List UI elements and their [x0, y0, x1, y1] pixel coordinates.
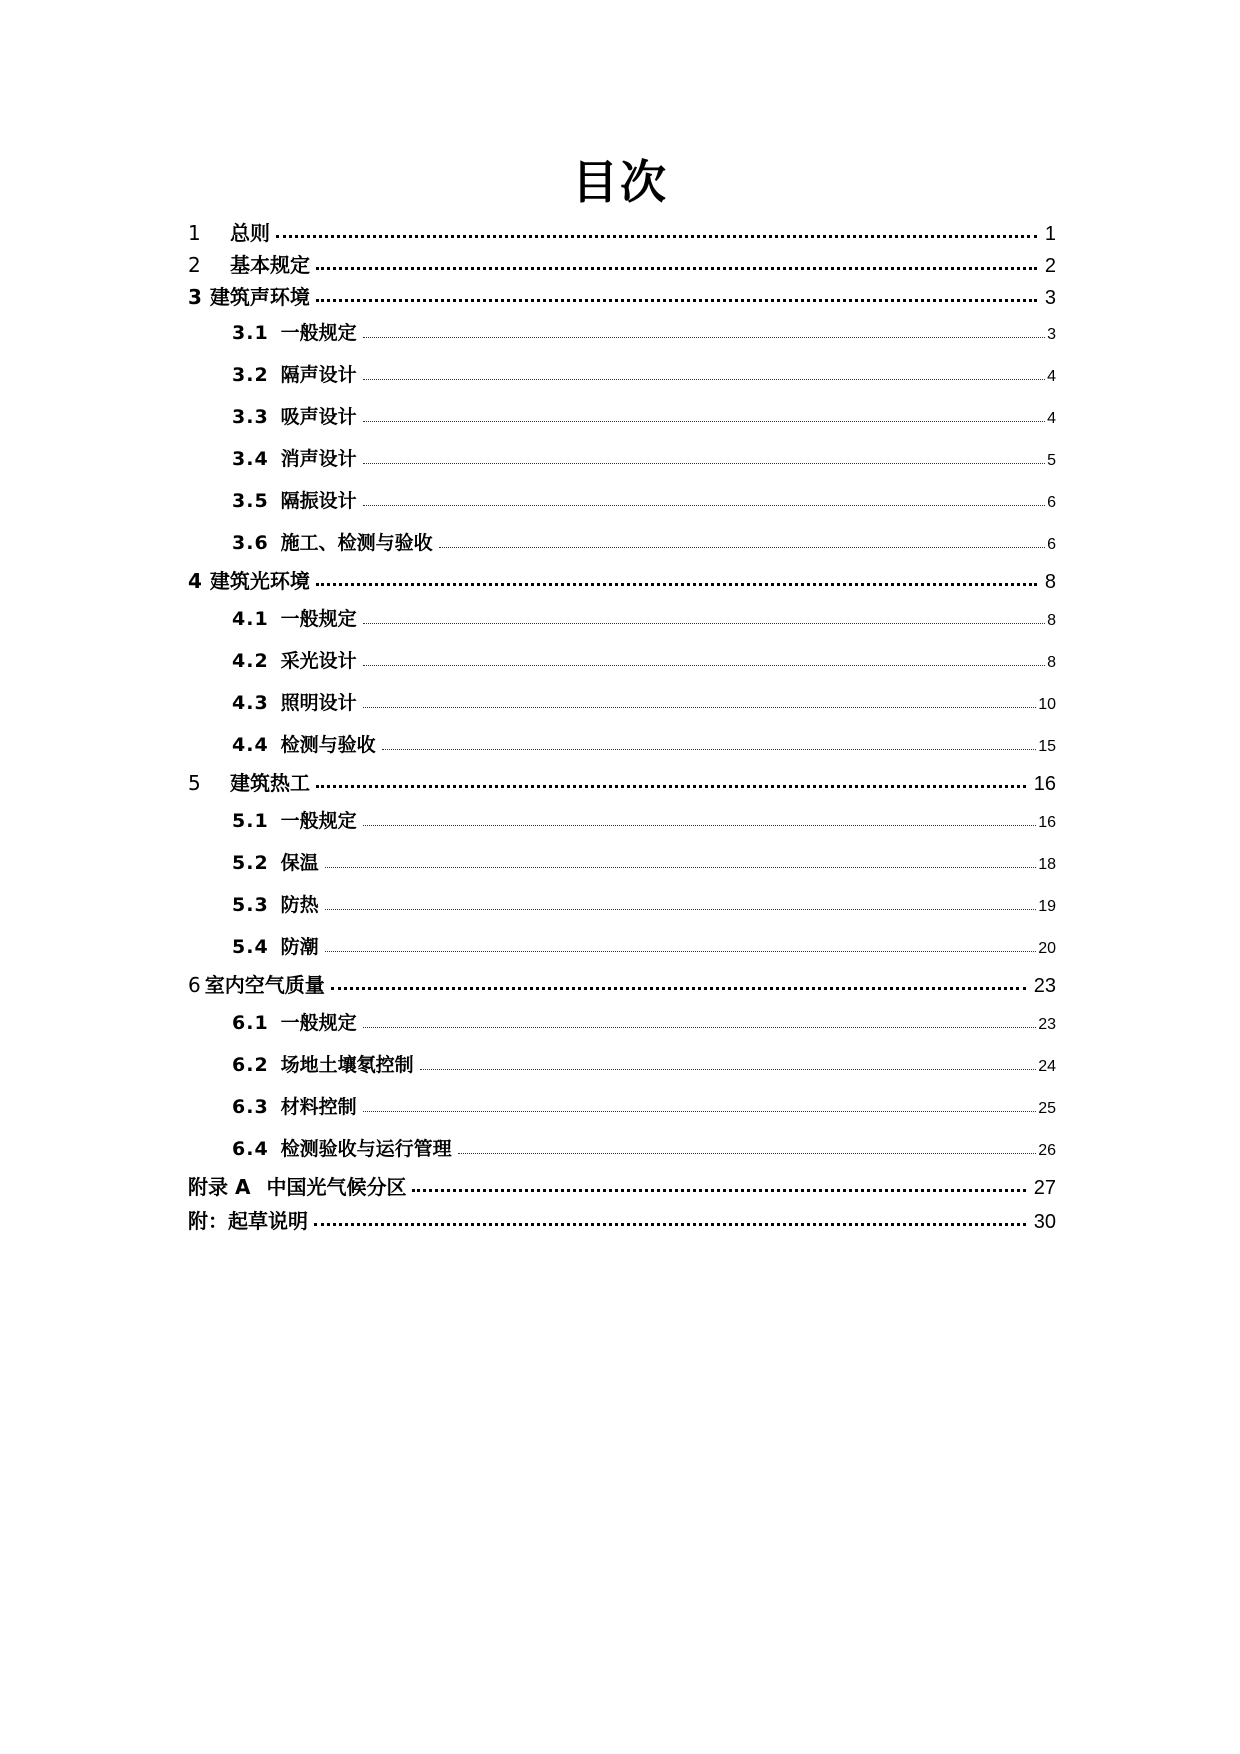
toc-dot-leader — [316, 583, 1037, 586]
toc-entry-number: 5.1 — [232, 810, 269, 832]
toc-dot-leader — [325, 909, 1037, 910]
toc-entry-page-number: 26 — [1038, 1142, 1056, 1159]
toc-entry-page-number: 30 — [1033, 1211, 1056, 1233]
toc-entry-page-number: 18 — [1038, 856, 1056, 873]
toc-section-entry[interactable] — [232, 360, 1056, 390]
toc-dot-leader — [363, 505, 1045, 506]
toc-entry-title: 场地土壤氡控制 — [280, 1054, 414, 1076]
toc-section-entry[interactable] — [232, 1008, 1056, 1038]
toc-entry-page-number: 4 — [1047, 410, 1056, 427]
toc-entry-page-number: 8 — [1044, 571, 1056, 593]
toc-entry-number: 3.3 — [232, 406, 269, 428]
toc-entry-number: 4.4 — [232, 734, 269, 756]
toc-entry-title: 防潮 — [280, 936, 319, 958]
toc-dot-leader — [439, 547, 1045, 548]
toc-dot-leader — [363, 623, 1045, 624]
toc-entry-title: 照明设计 — [280, 692, 357, 714]
toc-entry-page-number: 20 — [1038, 940, 1056, 957]
toc-entry-number: 6.3 — [232, 1096, 269, 1118]
toc-entry-title: 建筑声环境 — [209, 285, 310, 309]
toc-dot-leader — [325, 951, 1037, 952]
toc-section-entry[interactable] — [232, 318, 1056, 348]
toc-section-entry[interactable] — [232, 402, 1056, 432]
toc-entry-number: 附录 A — [188, 1175, 251, 1199]
toc-dot-leader — [363, 463, 1045, 464]
toc-entry-title: 总则 — [230, 221, 270, 245]
toc-entry-number: 5.3 — [232, 894, 269, 916]
toc-dot-leader — [412, 1189, 1025, 1192]
toc-dot-leader — [420, 1069, 1037, 1070]
toc-dot-leader — [276, 235, 1037, 238]
toc-entry-title: 附：起草说明 — [188, 1209, 308, 1233]
toc-entry-title: 一般规定 — [280, 1012, 357, 1034]
toc-chapter-entry[interactable] — [188, 218, 1056, 248]
toc-entry-number: 5.2 — [232, 852, 269, 874]
toc-dot-leader — [363, 379, 1045, 380]
toc-dot-leader — [363, 707, 1037, 708]
toc-chapter-entry[interactable] — [188, 1172, 1056, 1202]
toc-entry-title: 消声设计 — [280, 448, 357, 470]
toc-entry-title: 检测与验收 — [280, 734, 376, 756]
toc-section-entry[interactable] — [232, 932, 1056, 962]
toc-dot-leader — [458, 1153, 1037, 1154]
toc-entry-number: 6 — [188, 973, 201, 997]
toc-chapter-entry[interactable] — [188, 970, 1056, 1000]
toc-dot-leader — [363, 337, 1045, 338]
toc-entry-title: 保温 — [280, 852, 319, 874]
toc-entry-title: 基本规定 — [230, 253, 310, 277]
toc-entry-number: 1 — [188, 221, 201, 245]
toc-dot-leader — [363, 1111, 1037, 1112]
toc-entry-page-number: 16 — [1033, 773, 1056, 795]
toc-entry-page-number: 4 — [1047, 368, 1056, 385]
toc-entry-title: 防热 — [280, 894, 319, 916]
toc-dot-leader — [363, 1027, 1037, 1028]
toc-entry-title: 采光设计 — [280, 650, 357, 672]
toc-entry-page-number: 10 — [1038, 696, 1056, 713]
toc-entry-number: 2 — [188, 253, 201, 277]
toc-entry-page-number: 25 — [1038, 1100, 1056, 1117]
toc-entry-title: 检测验收与运行管理 — [280, 1138, 452, 1160]
toc-section-entry[interactable] — [232, 890, 1056, 920]
toc-entry-page-number: 15 — [1038, 738, 1056, 755]
toc-entry-title: 一般规定 — [280, 810, 357, 832]
toc-entry-number: 4 — [188, 569, 202, 593]
toc-section-entry[interactable] — [232, 1134, 1056, 1164]
toc-dot-leader — [316, 299, 1037, 302]
toc-entry-title: 施工、检测与验收 — [280, 532, 433, 554]
toc-entry-title: 建筑热工 — [230, 771, 310, 795]
toc-dot-leader — [382, 749, 1037, 750]
toc-section-entry[interactable] — [232, 730, 1056, 760]
toc-entry-page-number: 3 — [1047, 326, 1056, 343]
toc-section-entry[interactable] — [232, 1050, 1056, 1080]
toc-entry-page-number: 27 — [1033, 1177, 1056, 1199]
toc-entry-number: 4.2 — [232, 650, 269, 672]
toc-entry-page-number: 8 — [1047, 612, 1056, 629]
toc-entry-title: 室内空气质量 — [204, 973, 325, 997]
toc-chapter-entry[interactable] — [188, 566, 1056, 596]
toc-chapter-entry[interactable] — [188, 1206, 1056, 1236]
toc-section-entry[interactable] — [232, 848, 1056, 878]
toc-chapter-entry[interactable] — [188, 250, 1056, 280]
toc-entry-title: 隔声设计 — [280, 364, 357, 386]
toc-chapter-entry[interactable] — [188, 282, 1056, 312]
toc-entry-number: 6.4 — [232, 1138, 269, 1160]
toc-dot-leader — [363, 825, 1037, 826]
toc-entry-page-number: 2 — [1044, 255, 1056, 277]
toc-entry-number: 3.6 — [232, 532, 269, 554]
toc-entry-title: 隔振设计 — [280, 490, 357, 512]
toc-section-entry[interactable] — [232, 528, 1056, 558]
toc-entry-number: 3.1 — [232, 322, 269, 344]
toc-entry-page-number: 24 — [1038, 1058, 1056, 1075]
toc-entry-page-number: 1 — [1044, 223, 1056, 245]
toc-section-entry[interactable] — [232, 486, 1056, 516]
toc-entry-page-number: 16 — [1038, 814, 1056, 831]
toc-entry-number: 4.3 — [232, 692, 269, 714]
toc-entry-page-number: 19 — [1038, 898, 1056, 915]
toc-entry-number: 4.1 — [232, 608, 269, 630]
toc-section-entry[interactable] — [232, 444, 1056, 474]
toc-entry-title: 中国光气候分区 — [266, 1175, 407, 1199]
toc-dot-leader — [363, 421, 1045, 422]
toc-dot-leader — [316, 267, 1037, 270]
toc-entry-title: 一般规定 — [280, 322, 357, 344]
toc-entry-page-number: 6 — [1047, 536, 1056, 553]
toc-dot-leader — [325, 867, 1037, 868]
toc-section-entry[interactable] — [232, 1092, 1056, 1122]
toc-entry-page-number: 5 — [1047, 452, 1056, 469]
toc-dot-leader — [331, 987, 1026, 990]
toc-entry-title: 材料控制 — [280, 1096, 357, 1118]
toc-dot-leader — [363, 665, 1045, 666]
toc-entry-page-number: 23 — [1033, 975, 1056, 997]
toc-entry-number: 3.2 — [232, 364, 269, 386]
toc-entry-number: 3 — [188, 285, 202, 309]
toc-chapter-entry[interactable] — [188, 768, 1056, 798]
toc-dot-leader — [314, 1223, 1026, 1226]
toc-entry-page-number: 6 — [1047, 494, 1056, 511]
page-title: 目次 — [572, 155, 668, 209]
toc-dot-leader — [316, 785, 1026, 788]
toc-entry-page-number: 8 — [1047, 654, 1056, 671]
toc-entry-number: 5.4 — [232, 936, 269, 958]
toc-section-entry[interactable] — [232, 688, 1056, 718]
toc-entry-title: 一般规定 — [280, 608, 357, 630]
toc-entry-title: 吸声设计 — [280, 406, 357, 428]
toc-entry-page-number: 23 — [1038, 1016, 1056, 1033]
toc-entry-number: 3.4 — [232, 448, 269, 470]
toc-entry-number: 6.2 — [232, 1054, 269, 1076]
toc-section-entry[interactable] — [232, 646, 1056, 676]
toc-entry-number: 5 — [188, 771, 201, 795]
toc-entry-number: 6.1 — [232, 1012, 269, 1034]
toc-entry-page-number: 3 — [1044, 287, 1056, 309]
toc-entry-number: 3.5 — [232, 490, 269, 512]
toc-section-entry[interactable] — [232, 806, 1056, 836]
toc-section-entry[interactable] — [232, 604, 1056, 634]
toc-entry-title: 建筑光环境 — [209, 569, 310, 593]
